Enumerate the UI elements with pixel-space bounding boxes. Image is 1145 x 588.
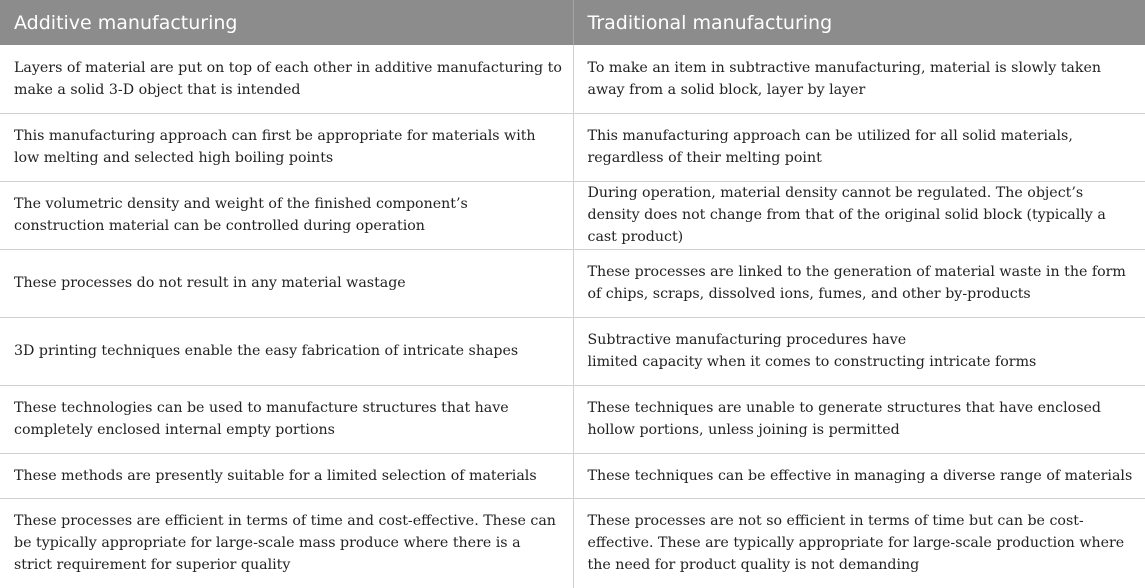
additive-cell — [0, 453, 573, 498]
traditional-cell — [573, 181, 1145, 249]
cell-text: These technologies can be used to manufacture structures that have completely enclosed internal empty portions — [14, 400, 509, 438]
table-row — [0, 181, 1145, 249]
table-body — [0, 45, 1145, 588]
cell-text: During operation, material density cannot be regulated. The object’s density does not change from that of the original solid block (typically a cast product) — [587, 185, 1106, 245]
cell-text: These techniques can be effective in managing a diverse range of materials — [587, 467, 1133, 484]
table-row — [0, 113, 1145, 181]
additive-cell — [0, 113, 573, 181]
additive-cell — [0, 498, 573, 588]
cell-text: These processes do not result in any material wastage — [14, 275, 406, 291]
traditional-cell — [573, 453, 1145, 498]
table-row — [0, 317, 1145, 385]
cell-text: 3D printing techniques enable the easy fabrication of intricate shapes — [14, 343, 519, 359]
cell-text: Layers of material are put on top of each other in additive manufacturing to make a solid 3-D object that is intended — [14, 59, 562, 98]
traditional-cell — [573, 317, 1145, 385]
cell-text: These methods are presently suitable for a limited selection of materials — [14, 467, 537, 484]
traditional-cell — [573, 498, 1145, 588]
additive-cell — [0, 249, 573, 317]
traditional-cell — [573, 249, 1145, 317]
additive-cell — [0, 181, 573, 249]
traditional-cell — [573, 385, 1145, 453]
cell-text: To make an item in subtractive manufacturing, material is slowly taken away from a solid block, layer by layer — [587, 59, 1102, 98]
cell-text: This manufacturing approach can be utilized for all solid materials, regardless of their melting point — [587, 128, 1073, 166]
table-header — [0, 0, 1145, 45]
cell-text: These processes are linked to the generation of material waste in the form of chips, scraps, dissolved ions, fumes, and other by-products — [587, 264, 1126, 302]
cell-text: This manufacturing approach can first be appropriate for materials with low melting and selected high boiling points — [14, 128, 536, 166]
cell-text: These processes are not so efficient in terms of time but can be cost-effective. These are typically appropriate for large-scale production where the need for product quality is not demanding — [587, 513, 1125, 574]
cell-text: These processes are efficient in terms of time and cost-effective. These can be typically appropriate for large-scale mass produce where there is a strict requirement for superior quality — [14, 513, 556, 574]
additive-cell — [0, 317, 573, 385]
cell-text: Subtractive manufacturing procedures have limited capacity when it comes to constructing intricate forms — [587, 332, 1037, 370]
additive-cell — [0, 385, 573, 453]
additive-cell — [0, 45, 573, 113]
cell-text: These techniques are unable to generate structures that have enclosed hollow portions, unless joining is permitted — [587, 400, 1101, 438]
header-traditional-manufacturing: Traditional manufacturing — [573, 0, 1145, 45]
table-row — [0, 45, 1145, 113]
table-row — [0, 498, 1145, 588]
traditional-cell — [573, 45, 1145, 113]
header-additive-manufacturing: Additive manufacturing — [0, 0, 573, 45]
table-row — [0, 453, 1145, 498]
header-row — [0, 0, 1145, 45]
table-row — [0, 249, 1145, 317]
traditional-cell — [573, 113, 1145, 181]
cell-text: The volumetric density and weight of the finished component’s construction material can be controlled during operation — [14, 196, 468, 234]
table-row — [0, 385, 1145, 453]
